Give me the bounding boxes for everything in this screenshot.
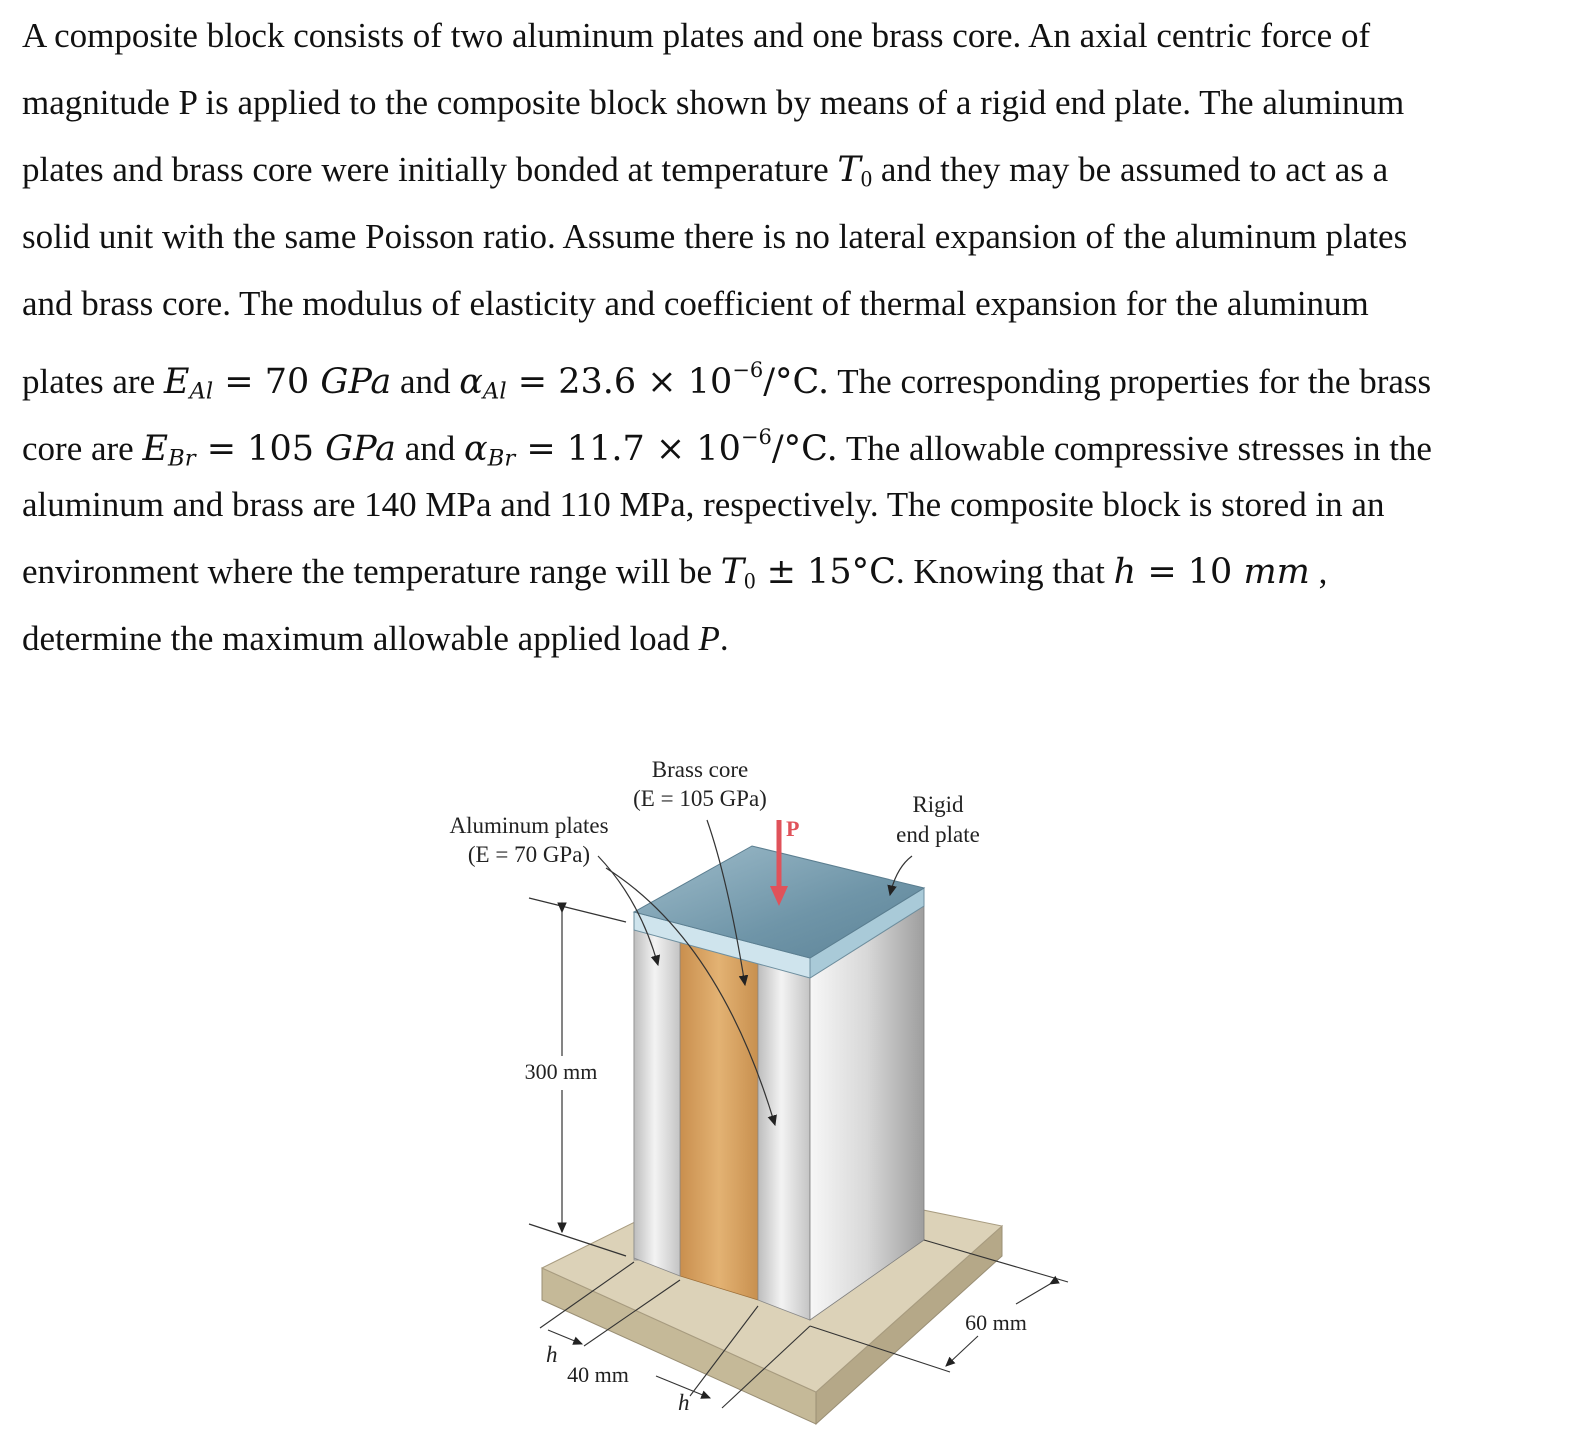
end-plate-label: end plate — [896, 822, 980, 847]
aluminum-plates-label: Aluminum plates — [449, 813, 609, 838]
brass-core-label: Brass core — [651, 757, 749, 782]
aluminum-plate-right — [758, 962, 810, 1320]
problem-line-8: aluminum and brass are 140 MPa and 110 MPa, respectively. The composite block is stored in an — [22, 485, 1385, 524]
aluminum-modulus-label: (E = 70 GPa) — [467, 842, 591, 867]
problem-line-9: environment where the temperature range will be $T_0 \pm 15^\circ C$. Knowing that h = 10 mm , — [22, 552, 1328, 594]
problem-line-7: core are $E_{Br} = 105$ GPa and $\alpha_{Br} = 11.7 \times 10^{-6}/^\circ C$. The allowable compressive stresses in the — [22, 425, 1432, 472]
problem-line-2: magnitude P is applied to the composite block shown by means of a rigid end plate. The aluminum — [22, 83, 1405, 122]
depth-dimension-label: 60 mm — [965, 1310, 1027, 1335]
problem-line-5: and brass core. The modulus of elasticity and coefficient of thermal expansion for the aluminum — [22, 284, 1369, 323]
height-dimension-label: 300 mm — [524, 1059, 598, 1084]
h-bottom-label: h — [678, 1390, 690, 1415]
problem-line-4: solid unit with the same Poisson ratio. Assume there is no lateral expansion of the aluminum plates — [22, 217, 1408, 256]
problem-statement — [22, 0, 1522, 672]
width-dimension-label: 40 mm — [567, 1362, 629, 1387]
load-label: P — [786, 816, 800, 841]
problem-line-6: plates are $E_{Al} = 70$ GPa and $\alpha_{Al} = 23.6 \times 10^{-6}/^\circ C$. The corresponding properties for the brass — [22, 358, 1432, 405]
h-left-label: h — [546, 1342, 558, 1367]
problem-line-10: determine the maximum allowable applied load P. — [22, 619, 729, 658]
rigid-label: Rigid — [912, 792, 964, 817]
problem-line-3: plates and brass core were initially bonded at temperature $T_0$ and they may be assumed to act as a — [22, 150, 1389, 192]
composite-block-figure — [0, 700, 1591, 1454]
problem-line-1: A composite block consists of two aluminum plates and one brass core. An axial centric force of — [22, 16, 1371, 55]
brass-modulus-label: (E = 105 GPa) — [633, 786, 767, 811]
